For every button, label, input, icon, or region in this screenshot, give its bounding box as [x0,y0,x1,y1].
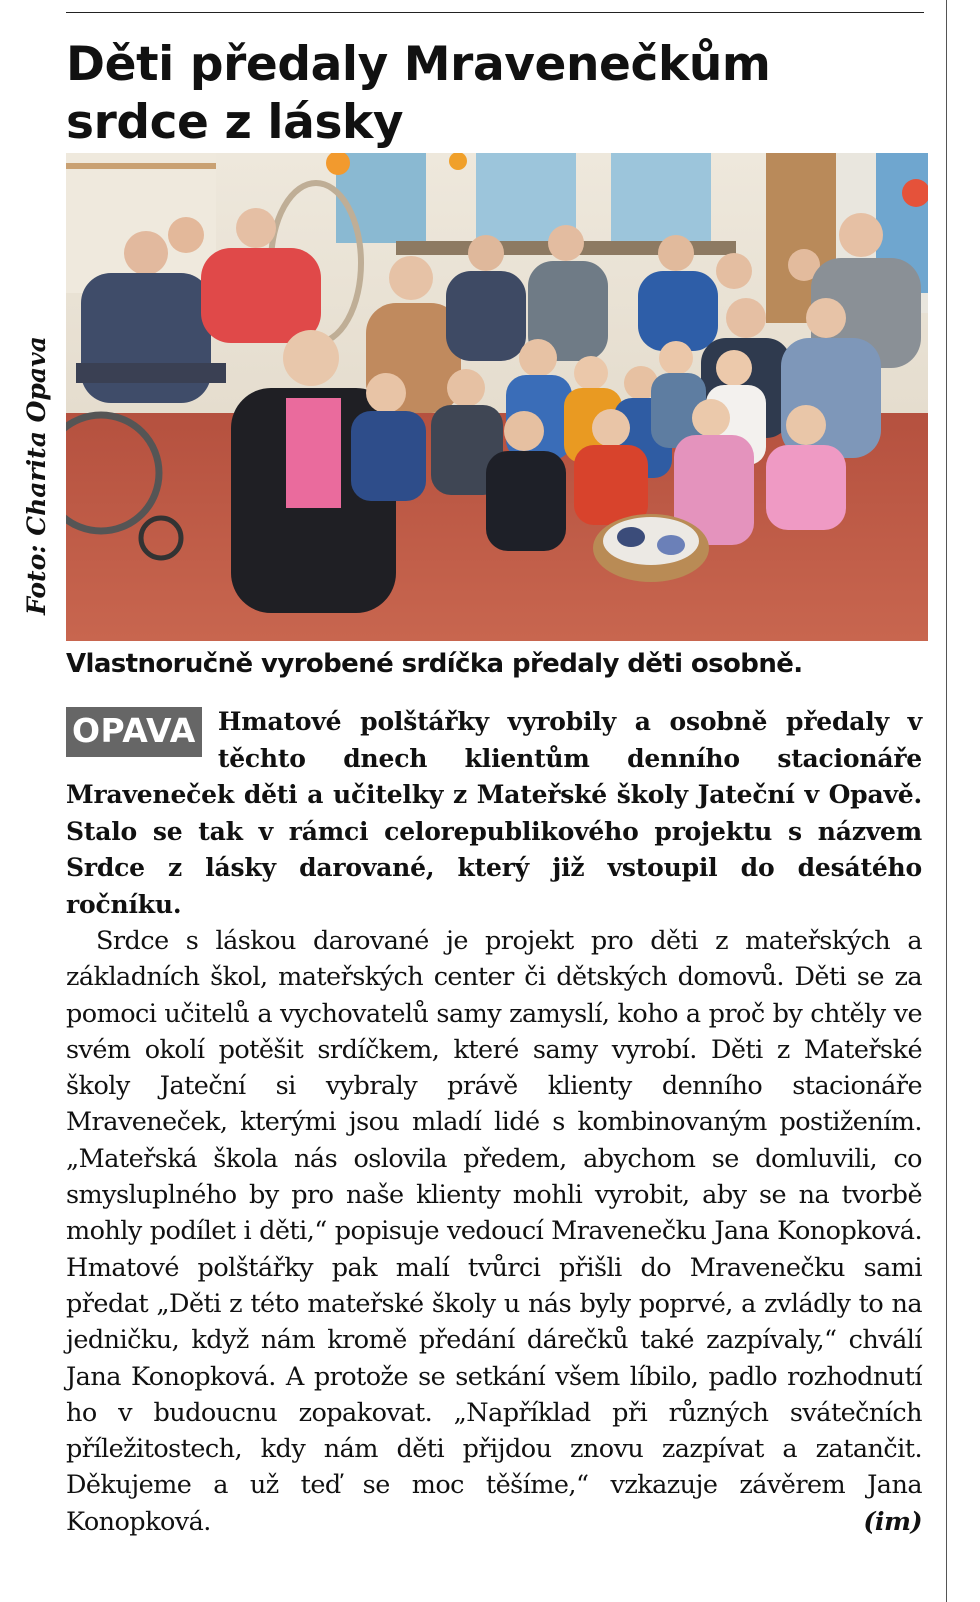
article-lead [66,704,922,923]
photo-caption: Vlastnoručně vyrobené srdíčka předaly děti osobně. [66,649,803,679]
lead-text: Hmatové polštářky vyrobily a osobně předaly v těchto dnech klientům denního stacionáře Mraveneček děti a učitelky z Mateřské školy Jateční v Opavě. Stalo se tak v rámci celorepublikového projektu s názvem Srdce z lásky darované, který již vstoupil do desátého ročníku. [66,707,922,919]
article-body [66,704,922,1540]
photo-credit: Foto: Charita Opava [22,336,51,615]
body-text: Srdce s láskou darované je projekt pro děti z mateřských a základních škol, mateřských center či dětských domovů. Děti se za pomoci učitelů a vychovatelů samy zamyslí, koho a proč by chtěly ve svém okolí potěšit srdíčkem, které samy vyrobí. Děti z Mateřské školy Jateční si vybraly právě klienty denního stacionáře Mraveneček, kterými jsou mladí lidé s kombinovaným postižením. „Mateřská škola nás oslovila předem, abychom se domluvili, co smysluplného by pro naše klienty mohli vyrobit, aby se na tvorbě mohly podílet i děti,“ popisuje vedoucí Mravenečku Jana Konopková. Hmatové polštářky pak malí tvůrci přišli do Mravenečku sami předat „Děti z této mateřské školy u nás byly poprvé, a zvládly to na jedničku, když nám kromě předání dárečků také zazpívaly,“ chválí Jana Konopková. A protože se setkání všem líbilo, padlo rozhodnutí ho v budoucnu zopakovat. „Například při různých svátečních příležitostech, kdy nám děti přijdou znovu zazpívat a zatančit. Děkujeme a už teď se moc těšíme,“ vzkazuje závěrem Jana Konopková. [66,926,922,1537]
dateline-badge: OPAVA [66,707,202,757]
article-paragraph [66,923,922,1540]
column-rule [946,0,947,1602]
headline: Děti předaly Mravenečkům srdce z lásky [66,37,771,150]
article-photo [66,153,928,641]
top-rule [66,12,924,13]
author-signature: (im) [863,1506,922,1537]
